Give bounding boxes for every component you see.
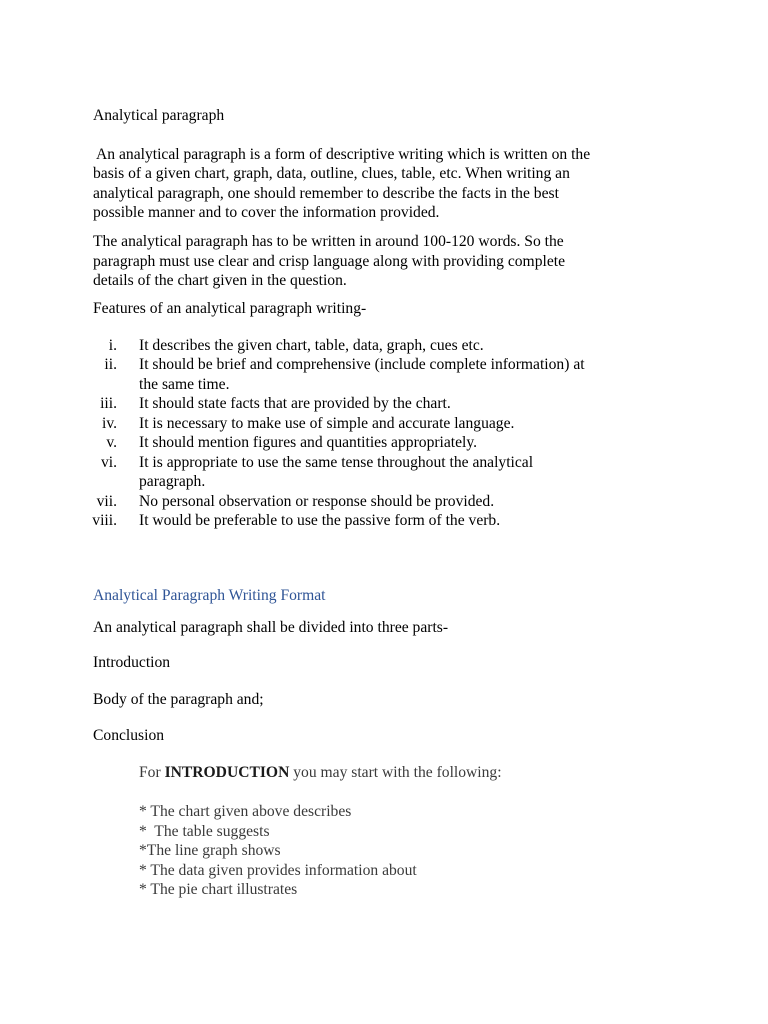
introduction-prompt-bold: INTRODUCTION bbox=[164, 764, 290, 781]
document-title: Analytical paragraph bbox=[93, 107, 225, 124]
format-heading: Analytical Paragraph Writing Format bbox=[93, 587, 326, 604]
list-item: No personal observation or response should be provided. bbox=[139, 493, 495, 510]
list-number: vi. bbox=[100, 454, 117, 471]
features-heading: Features of an analytical paragraph writing- bbox=[93, 300, 367, 317]
list-item-continuation: paragraph. bbox=[139, 473, 206, 490]
introduction-prompt-prefix: For bbox=[139, 764, 165, 781]
part-conclusion: Conclusion bbox=[93, 727, 165, 744]
list-item: It should be brief and comprehensive (include complete information) at bbox=[139, 356, 585, 373]
list-item: It describes the given chart, table, data, graph, cues etc. bbox=[139, 337, 484, 354]
format-intro: An analytical paragraph shall be divided into three parts- bbox=[93, 619, 449, 636]
starter-line: * The table suggests bbox=[139, 823, 270, 840]
part-introduction: Introduction bbox=[93, 654, 171, 671]
list-number: vii. bbox=[96, 493, 117, 510]
list-number: iii. bbox=[100, 395, 117, 412]
introduction-prompt-suffix: you may start with the following: bbox=[289, 764, 502, 781]
part-body: Body of the paragraph and; bbox=[93, 691, 264, 708]
list-item-continuation: the same time. bbox=[139, 376, 230, 393]
starter-line: * The pie chart illustrates bbox=[139, 881, 298, 898]
length-paragraph-line: The analytical paragraph has to be written in around 100-120 words. So the bbox=[93, 233, 564, 250]
list-number: i. bbox=[108, 337, 117, 354]
list-item: It would be preferable to use the passive form of the verb. bbox=[139, 512, 501, 529]
list-item: It is necessary to make use of simple and accurate language. bbox=[139, 415, 515, 432]
list-number: viii. bbox=[92, 512, 117, 529]
list-number: ii. bbox=[104, 356, 117, 373]
starter-line: *The line graph shows bbox=[139, 842, 281, 859]
starter-line: * The data given provides information about bbox=[139, 862, 417, 879]
introduction-prompt bbox=[139, 763, 502, 783]
list-item: It should mention figures and quantities appropriately. bbox=[139, 434, 478, 451]
length-paragraph-line: paragraph must use clear and crisp language along with providing complete bbox=[93, 253, 565, 270]
list-number: iv. bbox=[101, 415, 117, 432]
intro-paragraph-line: possible manner and to cover the information provided. bbox=[93, 204, 440, 221]
list-item: It should state facts that are provided by the chart. bbox=[139, 395, 451, 412]
list-number: v. bbox=[106, 434, 117, 451]
length-paragraph-line: details of the chart given in the question. bbox=[93, 272, 347, 289]
starter-line: * The chart given above describes bbox=[139, 803, 352, 820]
list-item: It is appropriate to use the same tense throughout the analytical bbox=[139, 454, 534, 471]
intro-paragraph-line: An analytical paragraph is a form of descriptive writing which is written on the bbox=[93, 146, 591, 163]
intro-paragraph-line: basis of a given chart, graph, data, outline, clues, table, etc. When writing an bbox=[93, 165, 570, 182]
intro-paragraph-line: analytical paragraph, one should remember to describe the facts in the best bbox=[93, 185, 559, 202]
